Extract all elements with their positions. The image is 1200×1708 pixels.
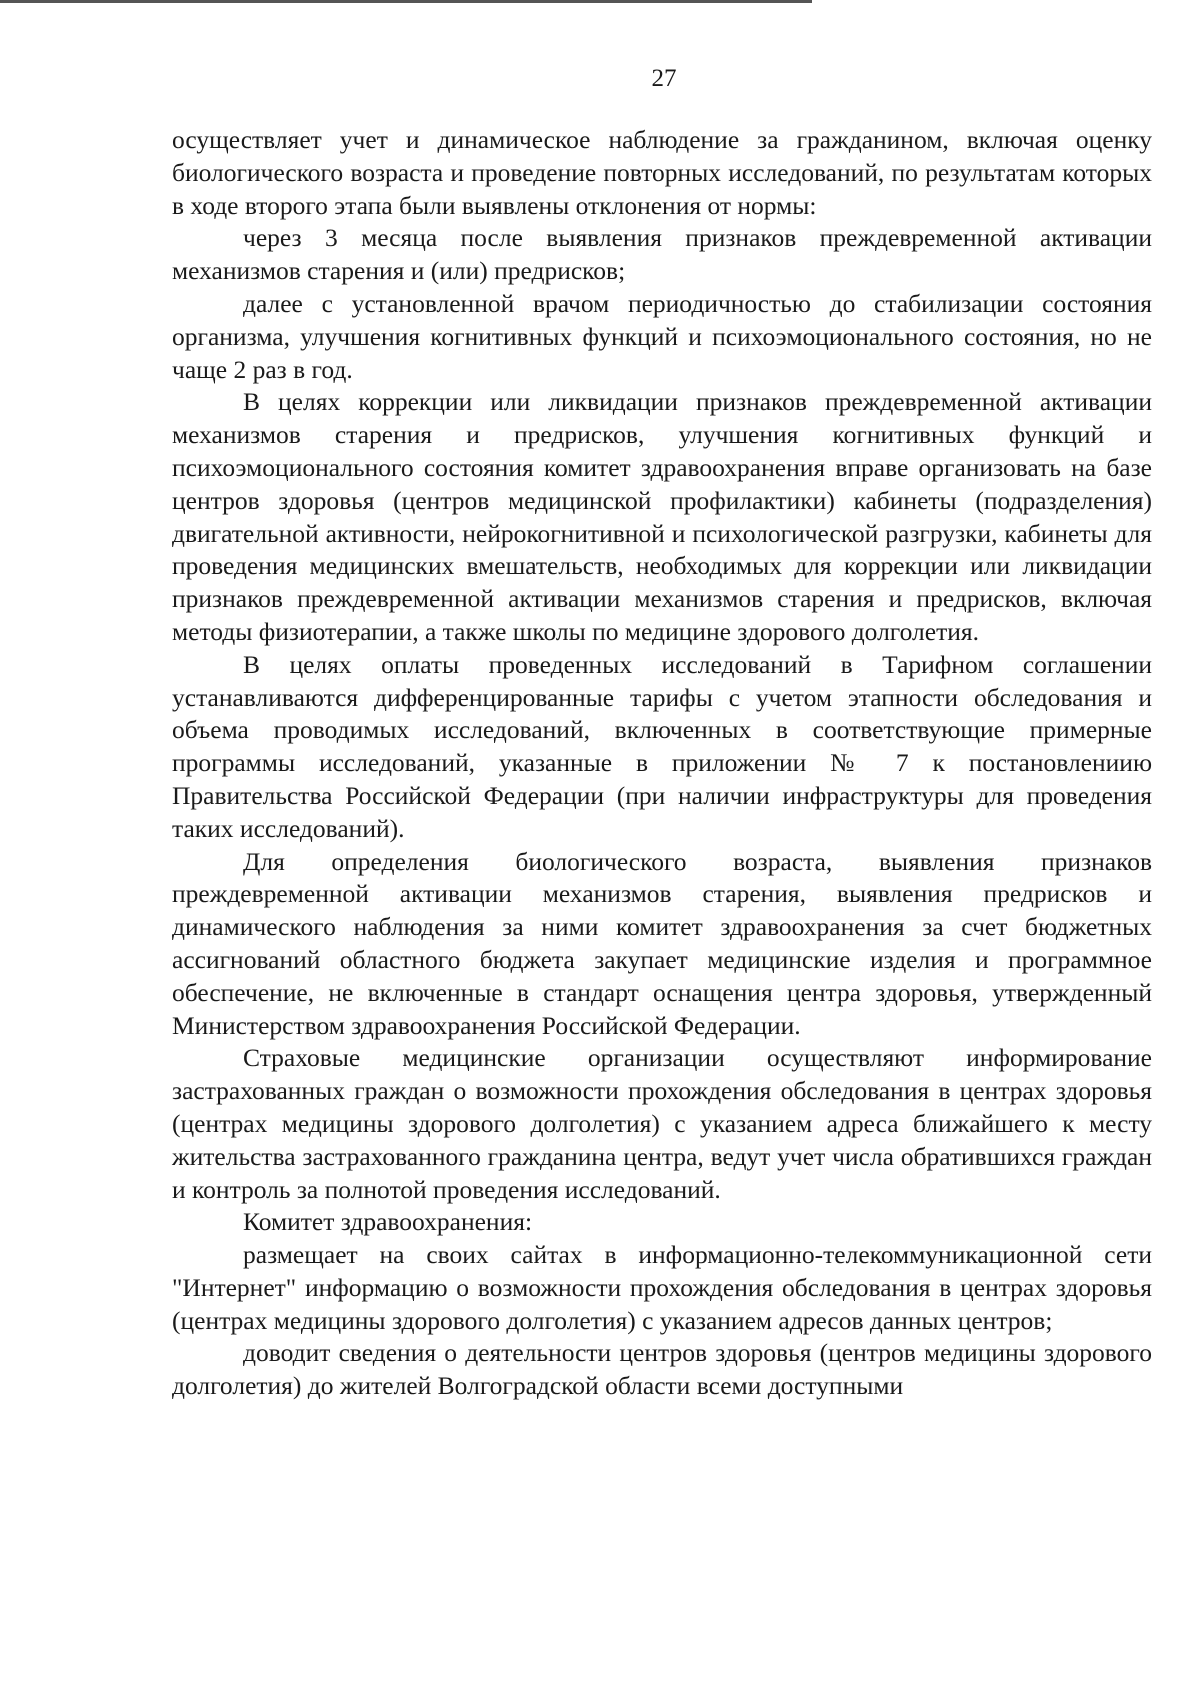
paragraph: осуществляет учет и динамическое наблюдение за гражданином, включая оценку биологического возраста и проведение повторных исследований, по результатам которых в ходе второго этапа были выявлены отклонения от нормы:	[172, 125, 1152, 220]
paragraph: В целях оплаты проведенных исследований в Тарифном соглашении устанавливаются дифференцированные тарифы с учетом этапности обследования и объема проводимых исследований, включенных в соответствующие примерные программы исследований, указанные в приложении № 7 к постановлениию Правительства Российской Федерации (при наличии инфраструктуры для проведения таких исследований).	[172, 649, 1152, 843]
paragraph: В целях коррекции или ликвидации признаков преждевременной активации механизмов старения и предрисков, улучшения когнитивных функций и психоэмоционального состояния комитет здравоохранения вправе организовать на базе центров здоровья (центров медицинской профилактики) кабинеты (подразделения) двигательной активности, нейрокогнитивной и психологической разгрузки, кабинеты для проведения медицинских вмешательств, необходимых для коррекции или ликвидации признаков преждевременной активации механизмов старения и предрисков, включая методы физиотерапии, а также школы по медицине здорового долголетия.	[172, 387, 1152, 646]
document-body	[172, 124, 1152, 1403]
page-number: 27	[651, 65, 677, 92]
top-rule	[0, 0, 812, 3]
paragraph: доводит сведения о деятельности центров здоровья (центров медицины здорового долголетия) до жителей Волгоградской области всеми доступными	[172, 1338, 1152, 1401]
paragraph: Страховые медицинские организации осуществляют информирование застрахованных граждан о возможности прохождения обследования в центрах здоровья (центрах медицины здорового долголетия) с указанием адреса ближайшего к месту жительства застрахованного гражданина центра, ведут учет числа обратившихся граждан и контроль за полнотой проведения исследований.	[172, 1043, 1152, 1204]
paragraph: размещает на своих сайтах в информационно-телекоммуникационной сети "Интернет" информацию о возможности прохождения обследования в центрах здоровья (центрах медицины здорового долголетия) с указанием адресов данных центров;	[172, 1240, 1152, 1335]
paragraph: Для определения биологического возраста, выявления признаков преждевременной активации механизмов старения, выявления предрисков и динамического наблюдения за ними комитет здравоохранения за счет бюджетных ассигнований областного бюджета закупает медицинские изделия и программное обеспечение, не включенные в стандарт оснащения центра здоровья, утвержденный Министерством здравоохранения Российской Федерации.	[172, 846, 1152, 1040]
paragraph: Комитет здравоохранения:	[243, 1207, 533, 1237]
paragraph: далее с установленной врачом периодичностью до стабилизации состояния организма, улучшения когнитивных функций и психоэмоционального состояния, но не чаще 2 раз в год.	[172, 288, 1152, 384]
paragraph: через 3 месяца после выявления признаков преждевременной активации механизмов старения и (или) предрисков;	[172, 223, 1152, 286]
